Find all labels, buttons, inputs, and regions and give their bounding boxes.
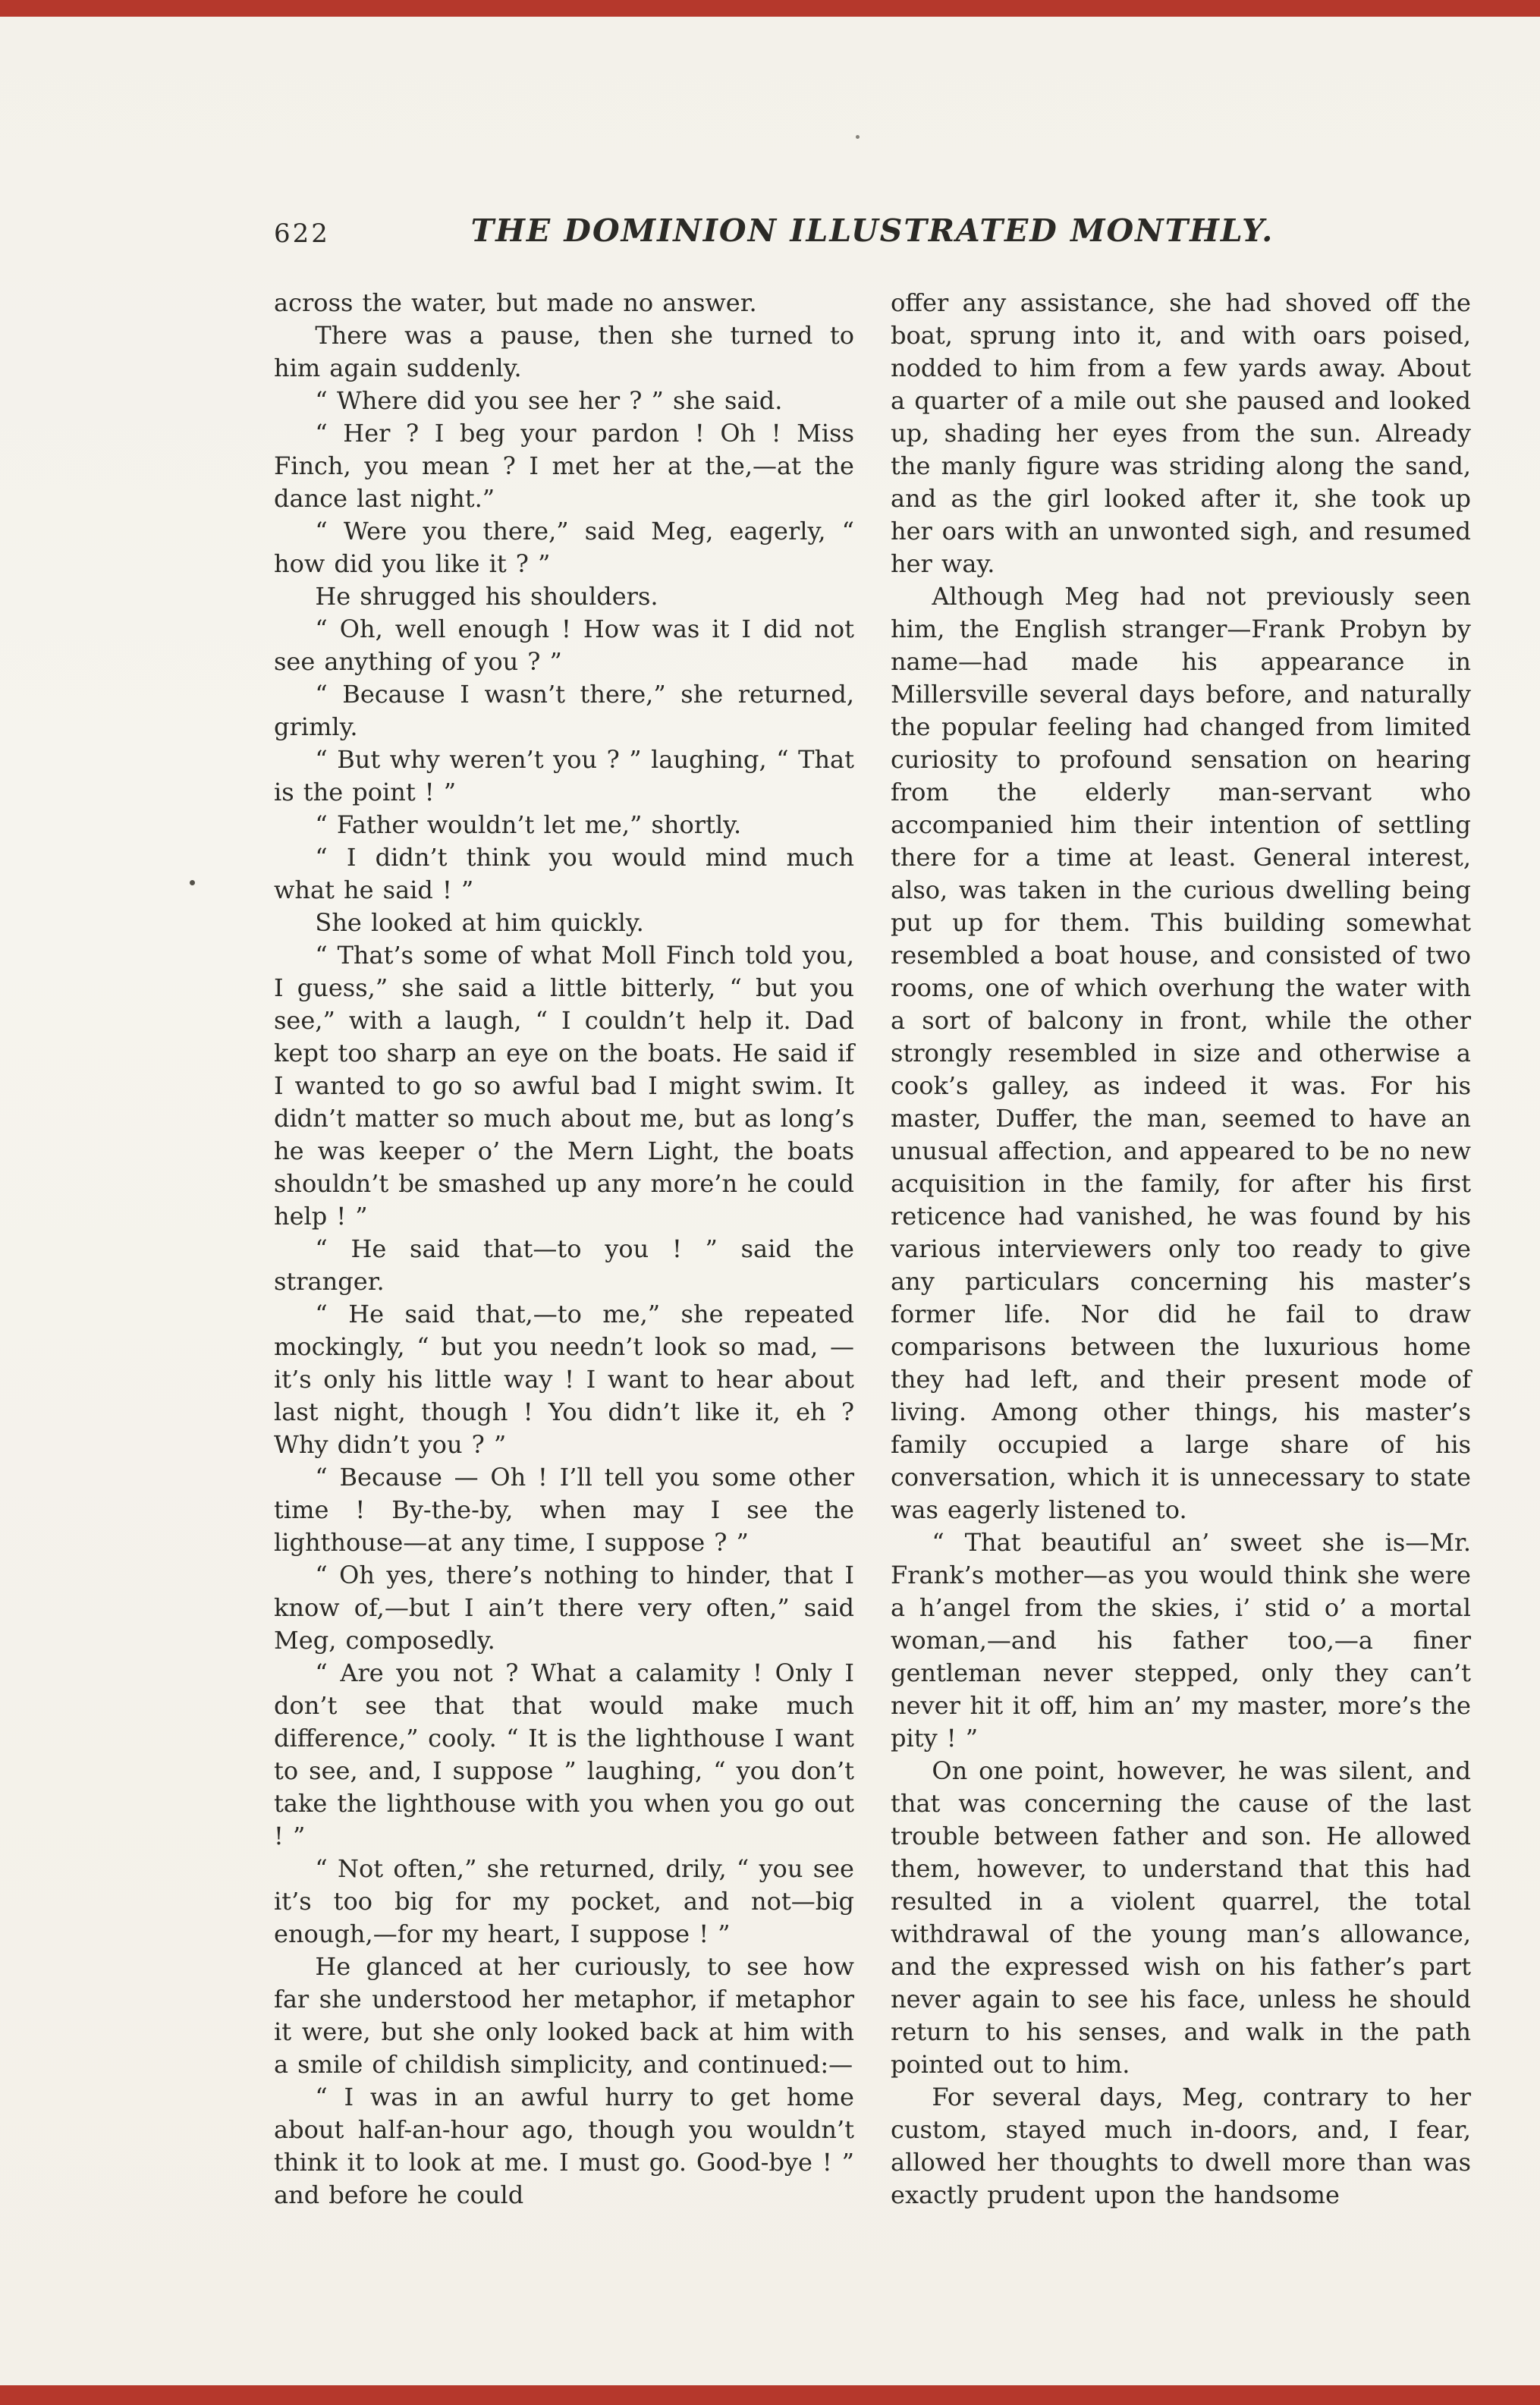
- paragraph: “ I didn’t think you would mind much what he said ! ”: [274, 843, 854, 904]
- page-title: THE DOMINION ILLUSTRATED MONTHLY.: [470, 212, 1274, 249]
- paragraph: offer any assistance, she had shoved off the boat, sprung into it, and with oars poised, nodded to him from a few yards away. About a quarter of a mile out she paused and looked up, shading her eyes from the sun. Already the manly figure was striding along the sand, and as the girl looked after it, she took up her oars with an unwonted sigh, and resumed her way.: [891, 288, 1471, 578]
- paragraph: She looked at him quickly.: [315, 908, 644, 937]
- ink-speck: [190, 880, 195, 885]
- paragraph: “ Because — Oh ! I’ll tell you some other time ! By-the-by, when may I see the lighthouse—at any time, I suppose ? ”: [274, 1463, 854, 1557]
- paragraph: “ Not often,” she returned, drily, “ you see it’s too big for my pocket, and not—big enough,—for my heart, I suppose ! ”: [274, 1854, 854, 1948]
- paragraph: He glanced at her curiously, to see how far she understood her metaphor, if metaphor it were, but she only looked back at him with a smile of childish simplicity, and continued:—: [274, 1952, 854, 2079]
- paragraph: “ Where did you see her ? ” she said.: [315, 386, 783, 415]
- paragraph: “ Her ? I beg your pardon ! Oh ! Miss Finch, you mean ? I met her at the,—at the dance last night.”: [274, 419, 854, 513]
- paragraph: “ Are you not ? What a calamity ! Only I don’t see that that would make much difference,” cooly. “ It is the lighthouse I want to see, and, I suppose ” laughing, “ you don’t take the lighthouse with you when you go out ! ”: [274, 1658, 854, 1850]
- paragraph: Although Meg had not previously seen him, the English stranger—Frank Probyn by name—had made his appearance in Millersville several days before, and naturally the popular feeling had changed from limited curiosity to profound sensation on hearing from the elderly man-servant who accompanied him their intention of settling there for a time at least. General interest, also, was taken in the curious dwelling being put up for them. This building somewhat resembled a boat house, and consisted of two rooms, one of which overhung the water with a sort of balcony in front, while the other strongly resembled in size and otherwise a cook’s galley, as indeed it was. For his master, Duffer, the man, seemed to have an unusual affection, and appeared to be no new acquisition in the family, for after his first reticence had vanished, he was found by his various interviewers only too ready to give any particulars concerning his master’s former life. Nor did he fail to draw comparisons between the luxurious home they had left, and their present mode of living. Among other things, his master’s family occupied a large share of his conversation, which it is unnecessary to state was eagerly listened to.: [891, 582, 1471, 1524]
- paragraph: “ Oh yes, there’s nothing to hinder, that I know of,—but I ain’t there very often,” said Meg, composedly.: [274, 1561, 854, 1655]
- paragraph: “ But why weren’t you ? ” laughing, “ That is the point ! ”: [274, 745, 854, 806]
- paragraph: across the water, but made no answer.: [274, 288, 757, 317]
- paragraph: “ He said that,—to me,” she repeated mockingly, “ but you needn’t look so mad, —it’s only his little way ! I want to hear about last night, though ! You didn’t like it, eh ? Why didn’t you ? ”: [274, 1300, 854, 1459]
- left-column: [274, 287, 854, 2212]
- paragraph: “ Were you there,” said Meg, eagerly, “ how did you like it ? ”: [274, 517, 854, 578]
- paragraph: “ Father wouldn’t let me,” shortly.: [315, 810, 742, 839]
- page-number: 622: [274, 218, 330, 249]
- top-edge-band: [0, 0, 1540, 17]
- bottom-edge-band: [0, 2385, 1540, 2405]
- paragraph: “ Oh, well enough ! How was it I did not see anything of you ? ”: [274, 615, 854, 676]
- paragraph: There was a pause, then she turned to him again suddenly.: [274, 321, 854, 382]
- paragraph: “ That’s some of what Moll Finch told you, I guess,” she said a little bitterly, “ but you see,” with a laugh, “ I couldn’t help it. Dad kept too sharp an eye on the boats. He said if I wanted to go so awful bad I might swim. It didn’t matter so much about me, but as long’s he was keeper o’ the Mern Light, the boats shouldn’t be smashed up any more’n he could help ! ”: [274, 941, 854, 1231]
- paragraph: He shrugged his shoulders.: [315, 582, 658, 611]
- text-columns: [274, 287, 1471, 2212]
- paragraph: “ I was in an awful hurry to get home about half-an-hour ago, though you wouldn’t think it to look at me. I must go. Good-bye ! ” and before he could: [274, 2083, 854, 2209]
- paragraph: “ Because I wasn’t there,” she returned, grimly.: [274, 680, 854, 741]
- right-column: [891, 287, 1471, 2212]
- ink-speck: [856, 135, 860, 139]
- paragraph: “ That beautiful an’ sweet she is—Mr. Frank’s mother—as you would think she were a h’angel from the skies, i’ stid o’ a mortal woman,—and his father too,—a finer gentleman never stepped, only they can’t never hit it off, him an’ my master, more’s the pity ! ”: [891, 1528, 1471, 1753]
- paragraph: On one point, however, he was silent, and that was concerning the cause of the last trouble between father and son. He allowed them, however, to understand that this had resulted in a violent quarrel, the total withdrawal of the young man’s allowance, and the expressed wish on his father’s part never again to see his face, unless he should return to his senses, and walk in the path pointed out to him.: [891, 1756, 1471, 2079]
- paragraph: For several days, Meg, contrary to her custom, stayed much in-doors, and, I fear, allowed her thoughts to dwell more than was exactly prudent upon the handsome: [891, 2083, 1471, 2209]
- paragraph: “ He said that—to you ! ” said the stranger.: [274, 1234, 854, 1296]
- page-header: [274, 212, 1471, 261]
